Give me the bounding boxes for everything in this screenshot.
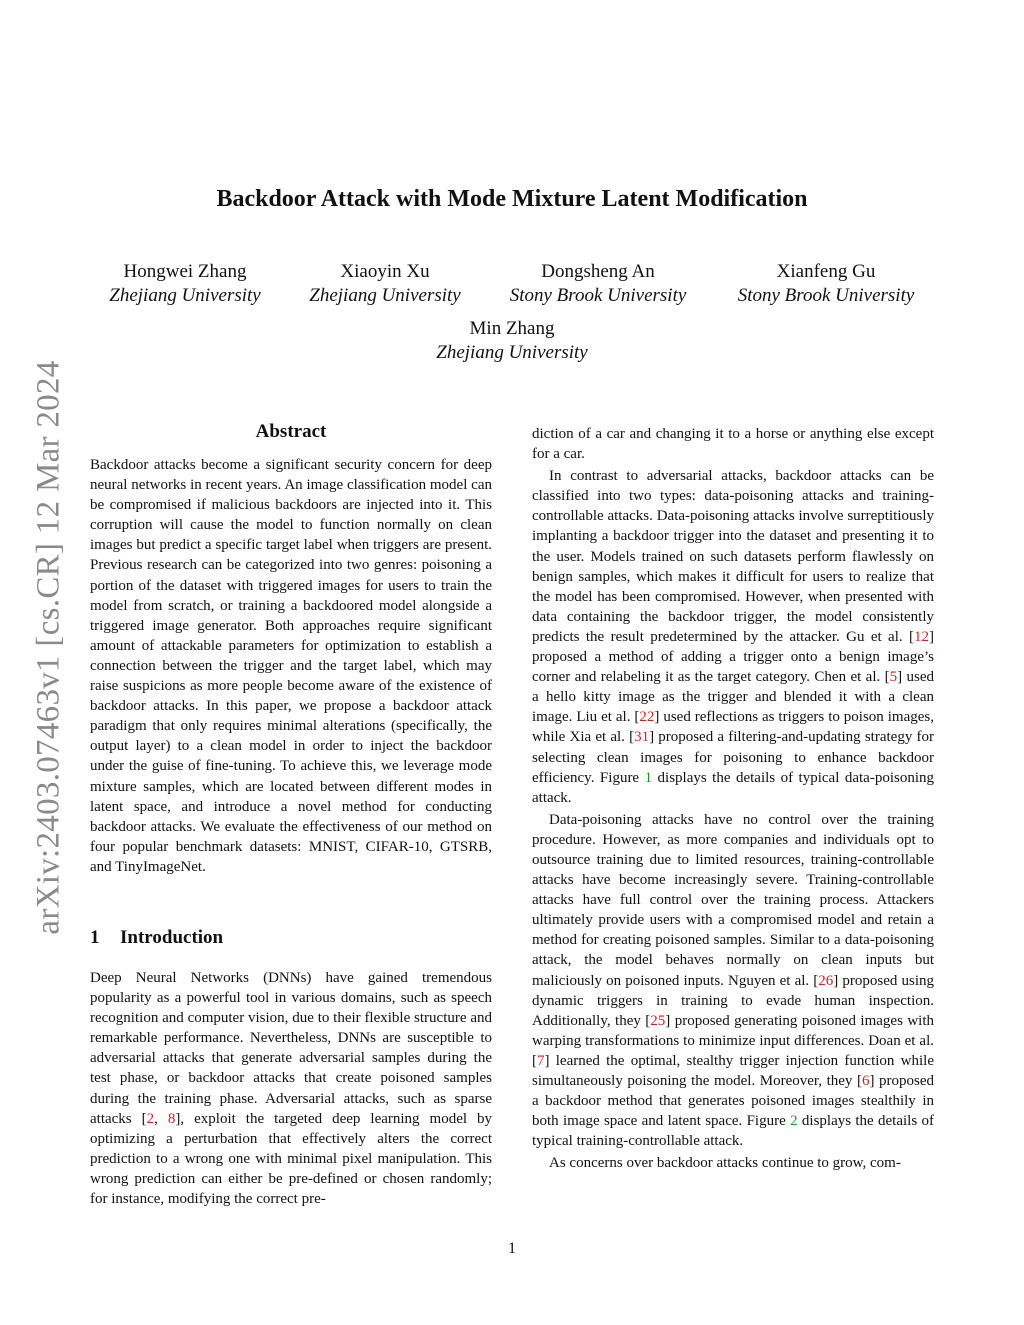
text-run: ] used a hello kitty image as the trigger and blended it with a clean image. Liu et al. [ [532,669,934,726]
citation-link[interactable]: 6 [861,1073,870,1089]
citation-link[interactable]: 25 [650,1012,666,1029]
author-affiliation: Zhejiang University [436,342,588,363]
citation-link[interactable]: 7 [537,1052,545,1069]
arxiv-sidebar-stamp [28,350,70,945]
abstract-body [90,455,492,877]
paragraph: As concerns over backdoor attacks continue to grow, com- [549,1155,901,1172]
citation-link[interactable]: 31 [634,729,650,746]
author-name: Hongwei Zhang [123,261,247,282]
paragraph [532,466,934,808]
citation-link[interactable]: 22 [639,709,655,726]
text-run: ] learned the optimal, stealthy trigger injection function while simultaneously poisoning the model. Moreover, they [ [532,1052,934,1089]
text-run: displays the details of typical data-poisoning attack. [532,769,934,806]
text-run: ] proposed generating poisoned images with warping transformations to minimize input differences. Doan et al. [ [532,1012,934,1069]
author-name: Dongsheng An [541,261,655,282]
paragraph [90,968,492,1209]
text-run: In contrast to adversarial attacks, backdoor attacks can be classified into two types: data-poisoning attacks and training-controllable attacks. Data-poisoning attacks involve surreptitiously implanting a backdoor trigger into the dataset and presenting it to the user. Models trained on such datasets perform flawlessly on benign samples, which makes it difficult for users to realize that the model has been compromised. However, when presented with data containing the backdoor trigger, the model consistently predicts the result predetermined by the attacker. Gu et al. [ [532,468,934,645]
text-run: ] proposed a backdoor method that generates poisoned images stealthily in both image space and latent space. Figure [532,1073,934,1130]
citation-link[interactable]: 5 [889,669,898,686]
author-affiliation: Stony Brook University [509,285,687,306]
author-block [295,260,475,308]
introduction-body [90,968,492,1209]
author-affiliation: Zhejiang University [309,285,461,306]
citation-link[interactable]: 26 [818,972,834,989]
author-name: Xianfeng Gu [776,261,876,282]
author-affiliation: Stony Brook University [737,285,915,306]
text-run: ] proposed using dynamic triggers in training to evade human inspection. Additionally, they [ [532,972,934,1029]
section-number: 1 [90,927,100,948]
figure-ref-link[interactable]: 1 [644,769,653,786]
paper-title: Backdoor Attack with Mode Mixture Latent Modification [216,186,808,212]
text-run: displays the details of typical training-controllable attack. [532,1113,934,1150]
author-name: Xiaoyin Xu [340,261,430,282]
citation-link[interactable]: 12 [914,628,929,645]
paragraph [532,810,934,1152]
text-run: ] used reflections as triggers to poison images, while Xia et al. [ [532,709,934,746]
abstract-heading: Abstract [255,421,327,442]
abstract-text: Backdoor attacks become a significant security concern for deep neural networks in recent years. An image classification model can be compromised if malicious backdoors are injected into it. This corruption will cause the model to function normally on clean images but predict a specific target label when triggers are present. Previous research can be categorized into two genres: poisoning a portion of the dataset with triggered images for users to train the model from scratch, or training a backdoored model alongside a triggered image generator. Both approaches require significant amount of attackable parameters for optimization to establish a connection between the trigger and the target label, which may raise suspicions as more people become aware of the existence of backdoor attacks. In this paper, we propose a backdoor attack paradigm that only requires minimal alterations (specifically, the output layer) to a clean model in order to inject the backdoor under the guise of fine-tuning. To achieve this, we leverage mode mixture samples, which are located between different modes in latent space, and introduce a novel method for conducting backdoor attacks. We evaluate the effectiveness of our method on four popular benchmark datasets: MNIST, CIFAR-10, GTSRB, and TinyImageNet. [90,457,492,875]
text-run: ] proposed a filtering-and-updating strategy for selecting clean images for poisoning to enhance backdoor efficiency. Figure [532,729,934,786]
author-name: Min Zhang [469,318,555,339]
citation-link[interactable]: 2 [146,1110,155,1127]
arxiv-id-text: arXiv:2403.07463v1 [cs.CR] 12 Mar 2024 [30,360,67,935]
citation-link[interactable]: 8 [167,1110,176,1127]
paragraph: diction of a car and changing it to a horse or anything else except for a car. [532,426,934,463]
author-block [412,317,612,365]
text-run: , [154,1110,168,1127]
author-block [95,260,275,308]
author-block [498,260,698,308]
text-run: ] proposed a method of adding a trigger onto a benign image’s corner and relabeling it as the target category. Chen et al. [ [532,628,934,686]
text-run: ], exploit the targeted deep learning model by optimizing a perturbation that effectively alters the correct prediction to a wrong one with minimal pixel manipulation. This wrong prediction can either be pre-defined or chosen randomly; for instance, modifying the correct pre- [90,1110,493,1208]
section-heading-introduction [90,927,492,949]
text-run: Data-poisoning attacks have no control over the training procedure. However, as more companies and individuals opt to outsource training due to limited resources, training-controllable attacks have become increasingly severe. Training-controllable attacks have full control over the training process. Attackers ultimately provide users with a compromised model and retain a method for creating poisoned samples. Similar to a data-poisoning attack, the model behaves normally on clean inputs but maliciously on poisoned inputs. Nguyen et al. [ [532,811,934,989]
right-column-body [532,424,934,1173]
section-title: Introduction [120,927,224,948]
author-affiliation: Zhejiang University [109,285,261,306]
text-run: Deep Neural Networks (DNNs) have gained tremendous popularity as a powerful tool in various domains, such as speech recognition and computer vision, due to their flexible structure and remarkable performance. Nevertheless, DNNs are susceptible to adversarial attacks that generate adversarial samples during the test phase, or backdoor attacks that create poisoned samples during the training phase. Adversarial attacks, such as sparse attacks [ [90,970,492,1127]
page-number: 1 [508,1240,516,1257]
figure-ref-link[interactable]: 2 [790,1113,798,1130]
author-block [722,260,930,308]
